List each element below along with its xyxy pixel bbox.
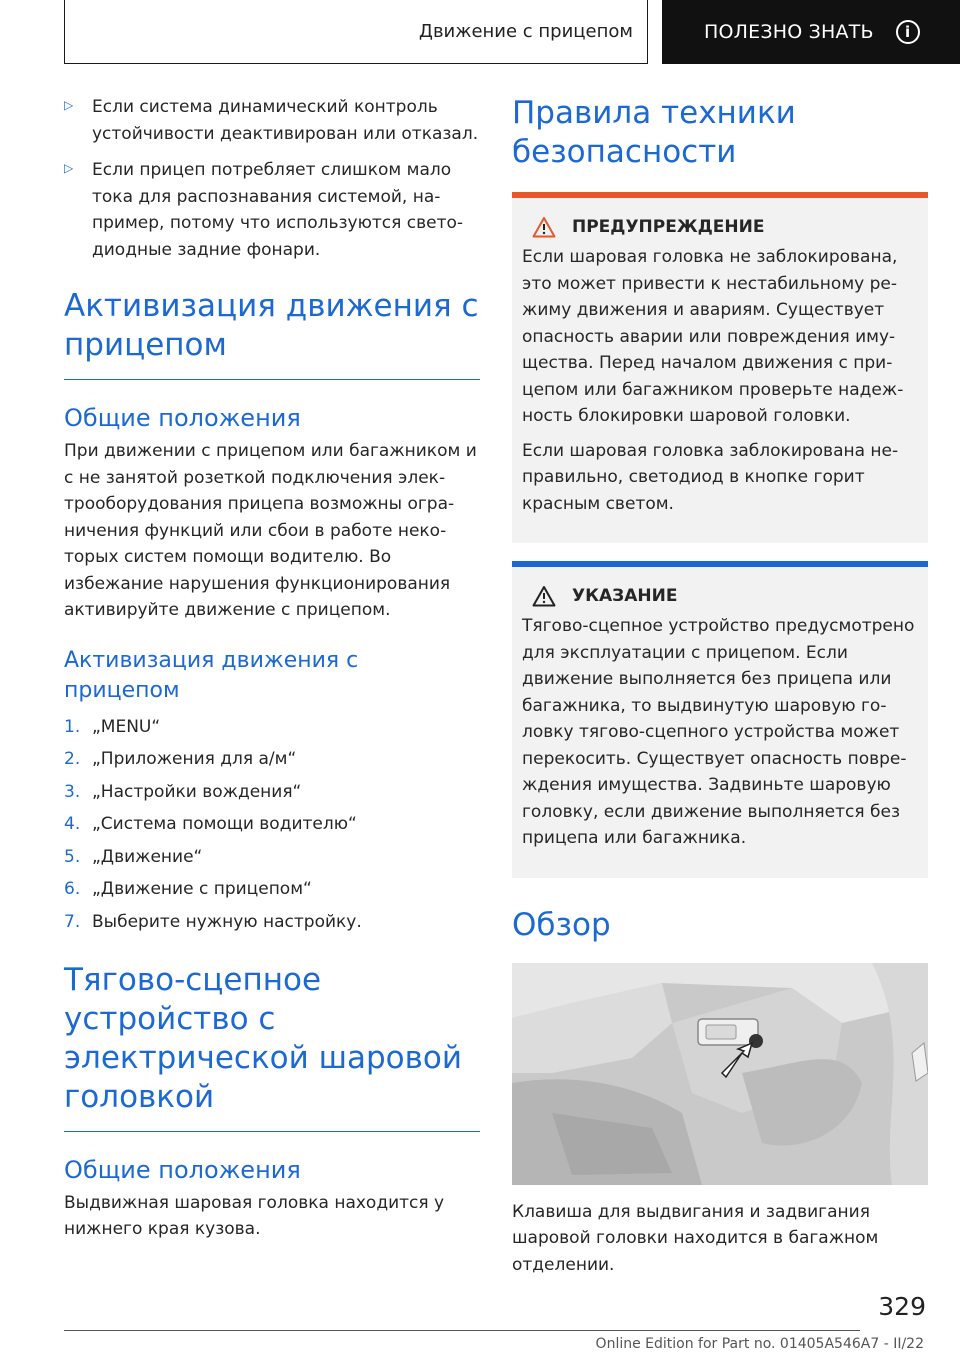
step-number: 3. xyxy=(64,781,81,802)
notice-triangle-icon xyxy=(532,585,556,607)
general-2-text: Выдвижная шаровая головка находится у нижнего края кузова. xyxy=(64,1192,445,1239)
step-text: „Система помощи водителю“ xyxy=(92,814,357,834)
general-1-text: При движении с прицепом или багажником и с не занятой розеткой подключения электрооборудования прицепа возможны ограничения функций или сбои в работе некоторых систем помощи водителю. Во избежание нарушения функционирования активируйте движение с прицепом. xyxy=(64,441,477,620)
step-number: 7. xyxy=(64,911,81,932)
warning-box xyxy=(512,198,928,543)
footer-edition: Online Edition for Part no. 01405A546A7 - II/22 xyxy=(595,1336,924,1352)
notice-title: УКАЗАНИЕ xyxy=(572,586,678,606)
bullet-text: Если система динамический контроль устойчивости деактивирован или отказал. xyxy=(92,97,479,144)
warning-title: ПРЕДУПРЕЖДЕНИЕ xyxy=(572,217,765,237)
list-item xyxy=(64,746,480,772)
photo-caption: Клавиша для выдвигания и задвигания шаровой головки находится в багажном отделении. xyxy=(512,1201,879,1275)
heading-overview: Обзор xyxy=(512,906,611,943)
heading-activation-sub: Активизация движения с прицепом xyxy=(64,647,359,703)
triangle-bullet-icon: ▷ xyxy=(64,98,74,112)
list-item xyxy=(64,811,480,837)
triangle-bullet-icon: ▷ xyxy=(64,161,74,175)
step-text: Выберите нужную настройку. xyxy=(92,911,362,932)
header-category-title: ПОЛЕЗНО ЗНАТЬ xyxy=(704,21,874,43)
step-number: 5. xyxy=(64,846,81,867)
step-number: 2. xyxy=(64,749,81,769)
step-text: „Движение с прицепом“ xyxy=(92,879,312,899)
warning-triangle-icon xyxy=(532,216,556,238)
heading-rule xyxy=(64,1131,480,1132)
step-number: 6. xyxy=(64,879,81,899)
heading-towbar: Тягово-сцепное устройство с электрической шаровой головкой xyxy=(64,961,463,1115)
left-column xyxy=(64,94,480,1243)
notice-text: Тягово-сцепное устройство предусмотрено для эксплуатации с прицепом. Если движение выполняется без прицепа или багажника, то выдвинутую шаровую головку тягово-сцепного устройства может перекосить. Существует опасность повреждения имущества. Задвиньте шаровую головку, если движение выполняется без прицепа или багажника. xyxy=(522,616,915,848)
warning-text-2: Если шаровая головка заблокирована неправильно, светодиод в кнопке горит красным светом. xyxy=(522,440,899,514)
steps-list xyxy=(64,714,480,935)
warning-text-1: Если шаровая головка не заблокирована, это может привести к нестабильному режиму движения и авариям. Существует опасность аварии или повреждения имущества. Перед началом движения с прицепом или багажником проверьте надежность блокировки шаровой головки. xyxy=(522,247,904,426)
header-category-tab xyxy=(662,0,960,64)
notice-box xyxy=(512,567,928,878)
list-item xyxy=(64,844,480,870)
step-text: „MENU“ xyxy=(92,716,161,737)
right-column xyxy=(512,94,928,1278)
trunk-photo xyxy=(512,963,928,1185)
list-item xyxy=(64,909,480,935)
header-section-title: Движение с прицепом xyxy=(418,21,633,42)
bullet-item xyxy=(64,94,480,147)
step-text: „Настройки вождения“ xyxy=(92,781,302,802)
list-item xyxy=(64,876,480,902)
list-item xyxy=(64,779,480,805)
bullet-item xyxy=(64,157,480,263)
heading-activation: Активизация движения с прицепом xyxy=(64,288,479,363)
page-number: 329 xyxy=(878,1292,926,1321)
step-number: 1. xyxy=(64,716,81,737)
list-item xyxy=(64,714,480,740)
info-icon-glyph: i xyxy=(905,23,911,41)
step-text: „Приложения для а/м“ xyxy=(92,749,297,769)
heading-rule xyxy=(64,379,480,380)
heading-safety: Правила техники безопасности xyxy=(512,95,796,170)
info-icon xyxy=(896,20,920,44)
bullet-text: Если прицеп потребляет слишком мало тока для распознавания системой, например, потому что используются светодиодные задние фонари. xyxy=(92,160,464,260)
step-text: „Движение“ xyxy=(92,846,203,867)
heading-general-1: Общие положения xyxy=(64,404,301,432)
warning-title-row xyxy=(522,216,918,238)
footer-rule xyxy=(64,1330,860,1331)
header-section-tab xyxy=(64,0,648,64)
step-number: 4. xyxy=(64,814,81,834)
notice-title-row xyxy=(522,585,918,607)
heading-general-2: Общие положения xyxy=(64,1155,301,1184)
